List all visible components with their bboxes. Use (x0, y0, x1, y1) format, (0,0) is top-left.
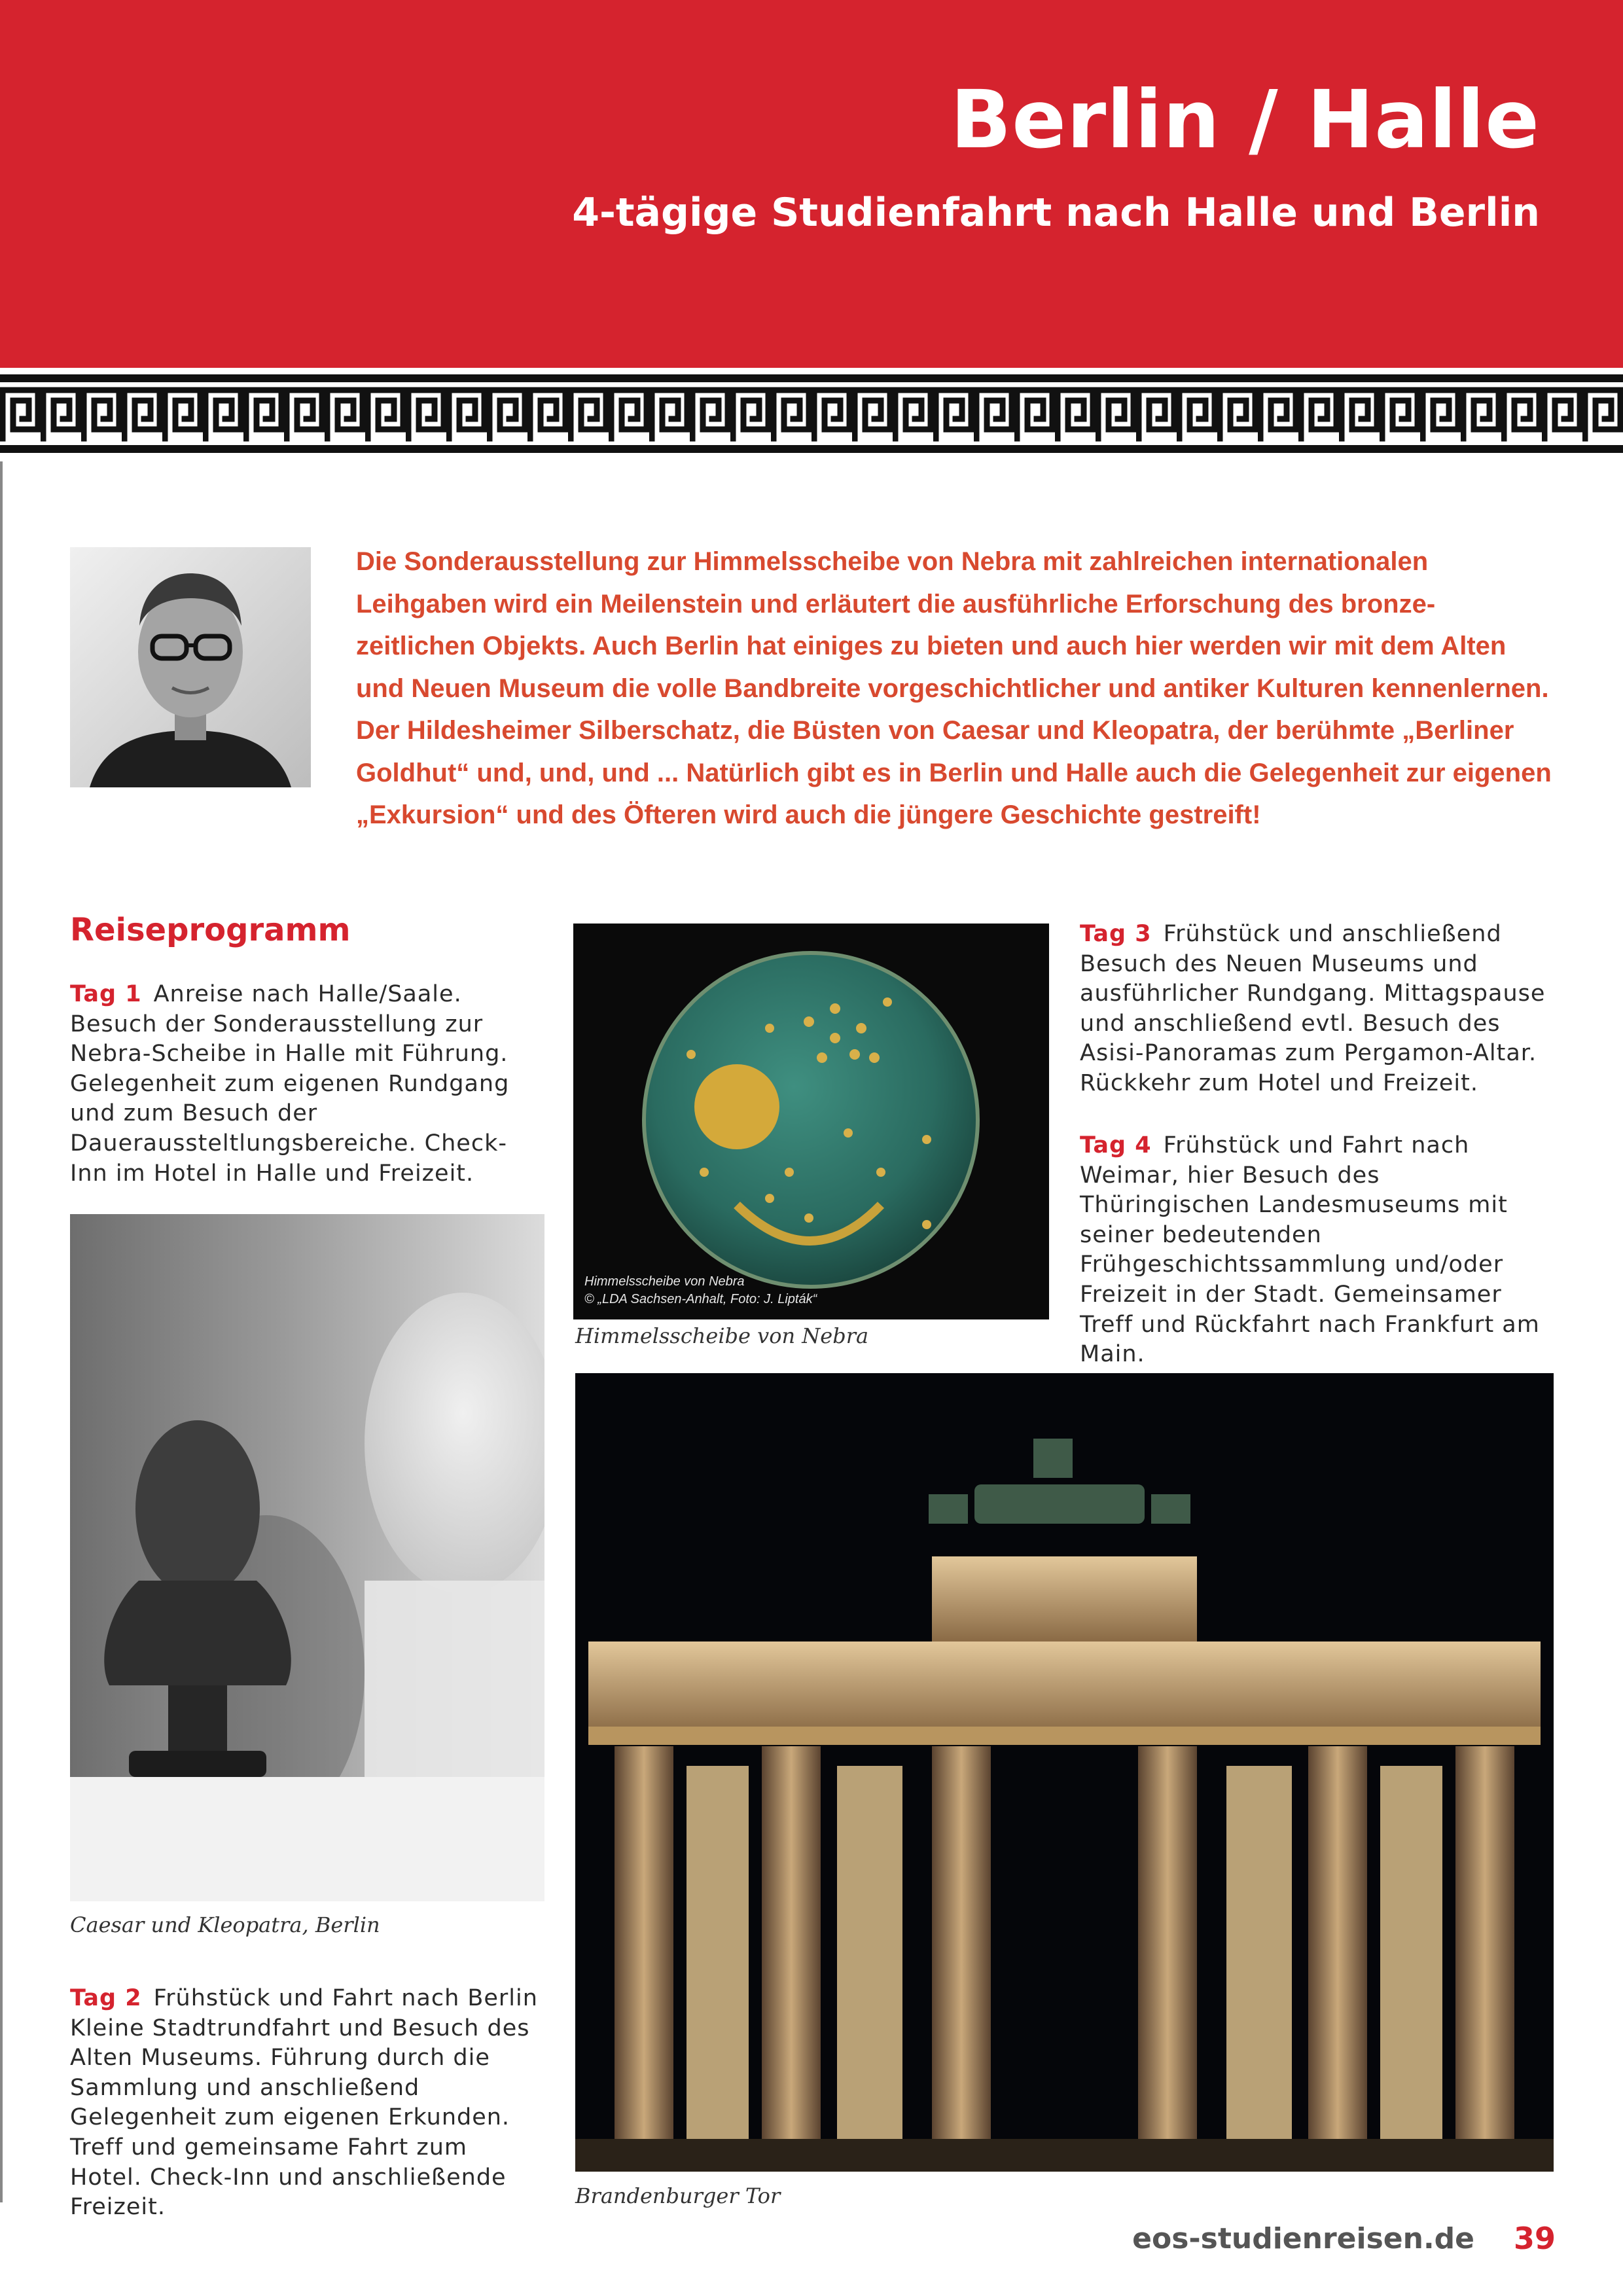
day-4-label: Tag 4 (1080, 1132, 1152, 1158)
day-4-paragraph (1080, 1131, 1558, 1370)
day-2-label: Tag 2 (70, 1985, 142, 2011)
nebra-disc-photo (573, 924, 1049, 1319)
greek-key-border (0, 368, 1623, 459)
caesar-bust-photo (70, 1214, 544, 1901)
day-3-label: Tag 3 (1080, 921, 1152, 947)
nebra-caption: Himmelsscheibe von Nebra (575, 1323, 869, 1348)
day-1-text: Anreise nach Halle/Saale. Besuch der Sonderausstellung zur Nebra-Scheibe in Halle mit Führung. Gelegenheit zum eigenen Rundgang und zum Besuch der Daueraussteltlungsbereiche. Check-Inn im Hotel in Halle und Freizeit. (70, 981, 510, 1187)
left-edge-rule (0, 461, 3, 2202)
footer-website: eos-studienreisen.de (1132, 2222, 1474, 2255)
intro-text: Die Sonderausstellung zur Himmelsscheibe von Nebra mit zahlreichen internationalen Leihgaben wird ein Meilenstein und erläutert die ausführliche Erforschung des bronze-zeitlichen Objekts. Auch Berlin hat einiges zu bieten und auch hier werden wir mit dem Alten und Neuen Museum die volle Bandbreite vorgeschichtlicher und antiker Kulturen kennenlernen. Der Hildesheimer Silberschatz, die Büsten von Caesar und Kleopatra, der berühmte „Berliner Goldhut“ und, und, und ... Natürlich gibt es in Berlin und Halle auch die Gelegenheit zur eigenen „Exkursion“ und des Öfteren wird auch die jüngere Geschichte gestreift! (356, 547, 1552, 829)
page-title: Berlin / Halle (950, 73, 1540, 166)
day-3-paragraph (1080, 920, 1558, 1099)
page-subtitle: 4-tägige Studienfahrt nach Halle und Berlin (572, 190, 1540, 236)
day-1-label: Tag 1 (70, 981, 142, 1007)
author-portrait (70, 547, 311, 787)
nebra-credit-title: Himmelsscheibe von Nebra (584, 1274, 745, 1289)
caesar-caption: Caesar und Kleopatra, Berlin (70, 1912, 380, 1937)
day-3-text: Frühstück und anschließend Besuch des Neuen Museums und ausführlicher Rundgang. Mittagspause und anschließend evtl. Besuch des Asisi-Panoramas zum Pergamon-Altar. Rückkehr zum Hotel und Freizeit. (1080, 921, 1546, 1096)
day-1-paragraph (70, 980, 541, 1189)
day-2-text: Frühstück und Fahrt nach Berlin Kleine Stadtrundfahrt und Besuch des Alten Museums. Führung durch die Sammlung und anschließend Gelegenheit zum eigenen Erkunden. Treff und gemeinsame Fahrt zum Hotel. Check-Inn und anschließende Freizeit. (70, 1985, 538, 2221)
nebra-photo-credit (584, 1273, 817, 1308)
nebra-credit-copyright: © „LDA Sachsen-Anhalt, Foto: J. Lipták“ (584, 1292, 817, 1306)
gate-caption: Brandenburger Tor (575, 2183, 781, 2208)
program-heading: Reiseprogramm (70, 912, 351, 948)
header-banner (0, 0, 1623, 368)
brandenburg-gate-photo (575, 1373, 1554, 2172)
page-number: 39 (1513, 2221, 1556, 2256)
day-4-text: Frühstück und Fahrt nach Weimar, hier Besuch des Thüringischen Landesmuseums mit seiner bedeutenden Frühgeschichtssammlung und/oder Freizeit in der Stadt. Gemeinsamer Treff und Rückfahrt nach Frankfurt am Main. (1080, 1132, 1540, 1368)
day-2-paragraph (70, 1984, 541, 2223)
